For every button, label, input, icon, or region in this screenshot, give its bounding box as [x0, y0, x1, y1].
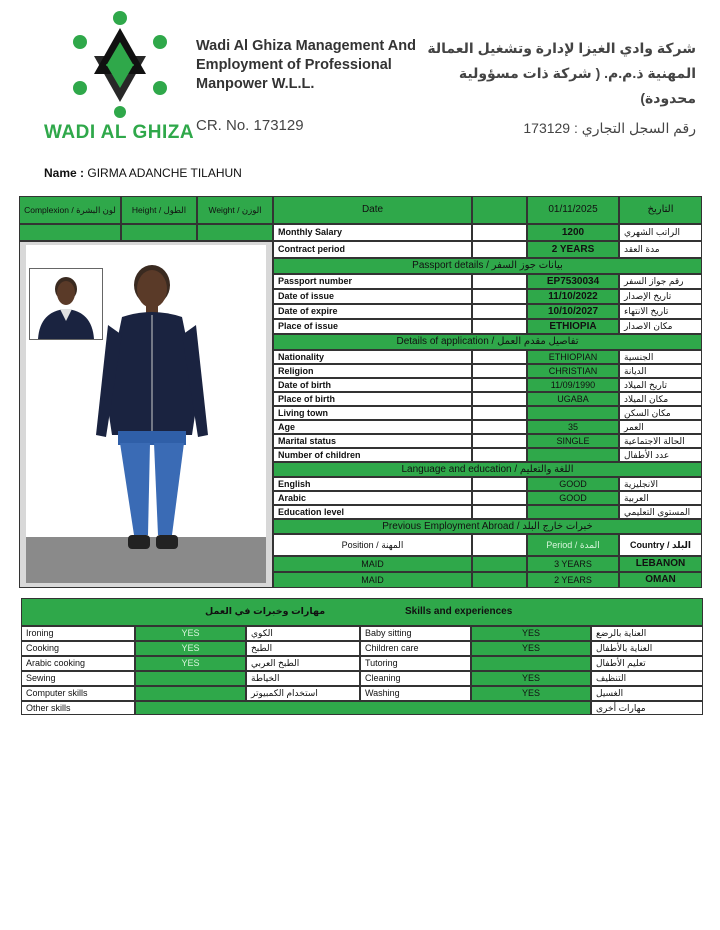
monthly-salary-label-text: Monthly Salary [278, 227, 343, 237]
application-row-3-ar [619, 392, 702, 406]
monthly-salary-ar-text: الراتب الشهري [624, 227, 680, 237]
skill-left-2-ar-text: الطبخ العربي [251, 658, 300, 668]
skill-left-3-ar [246, 671, 360, 686]
employment-row-0-country [619, 556, 702, 572]
application-row-5-label [273, 420, 472, 434]
complexion-header [19, 196, 121, 224]
passport-row-2-value-text: 10/10/2027 [547, 305, 599, 317]
passport-row-0-label [273, 274, 472, 289]
application-row-1-label-text: Religion [278, 365, 314, 376]
application-row-7-spacer [472, 448, 527, 462]
skill-right-3-ar [591, 671, 703, 686]
employment-country-col-text: Country / البلد [629, 539, 691, 550]
passport-row-0-ar [619, 274, 702, 289]
application-row-3-spacer [472, 392, 527, 406]
height-value-cell [121, 224, 197, 241]
skills-header [21, 598, 703, 626]
application-row-2-spacer [472, 378, 527, 392]
language-row-2-label-text: Education level [278, 506, 345, 517]
skill-left-4-label [21, 686, 135, 701]
company-name-en-line2: Employment of Professional [196, 57, 392, 73]
contract-period-ar-text: مدة العقد [624, 244, 660, 254]
application-row-4-spacer [472, 406, 527, 420]
employment-row-1-period [527, 572, 619, 588]
language-row-0-label-text: English [278, 478, 311, 489]
other-skills-value [135, 701, 591, 715]
skill-left-3-label [21, 671, 135, 686]
skill-right-2-label [360, 656, 471, 671]
passport-row-0-label-text: Passport number [278, 276, 353, 286]
application-row-4-label-text: Living town [278, 407, 328, 418]
passport-row-1-ar-text: تاريخ الإصدار [624, 291, 672, 301]
application-row-4-ar-text: مكان السكن [624, 407, 671, 418]
skill-right-3-label [360, 671, 471, 686]
application-row-6-label [273, 434, 472, 448]
employment-row-1-spacer [472, 572, 527, 588]
application-row-5-label-text: Age [278, 421, 296, 432]
language-row-1-value [527, 491, 619, 505]
cr-number-ar: رقم السجل التجاري : 173129 [523, 120, 696, 136]
passport-row-0-ar-text: رقم جواز السفر [624, 276, 684, 286]
applicant-name [44, 166, 242, 180]
skill-left-1-ar-text: الطبخ [251, 643, 273, 653]
application-row-6-value-text: SINGLE [556, 435, 590, 446]
company-name-ar [427, 36, 696, 111]
passport-row-1-label-text: Date of issue [278, 291, 335, 301]
application-row-0-label [273, 350, 472, 364]
application-row-7-value [527, 448, 619, 462]
skill-right-1-ar [591, 641, 703, 656]
language-education-header-text: Language and education / اللغة والتعليم [401, 463, 574, 475]
language-row-2-ar-text: المستوى التعليمي [624, 506, 691, 517]
application-row-5-ar [619, 420, 702, 434]
date-label: Date [361, 204, 384, 215]
application-row-0-value-text: ETHIOPIAN [548, 351, 598, 362]
passport-details-header [273, 258, 702, 274]
skill-right-0-ar [591, 626, 703, 641]
skill-right-1-label [360, 641, 471, 656]
passport-row-1-spacer [472, 289, 527, 304]
employment-row-0-period [527, 556, 619, 572]
skill-left-3-ar-text: الخياطة [251, 673, 280, 683]
monthly-salary-label [273, 224, 472, 241]
skills-header-ar: مهارات وخبرات في العمل [205, 606, 326, 617]
application-row-2-label [273, 378, 472, 392]
employment-period-col [527, 534, 619, 556]
weight-header [197, 196, 273, 224]
contract-period-label [273, 241, 472, 258]
skills-header-en: Skills and experiences [405, 606, 513, 617]
skill-right-0-ar-text: العناية بالرضع [596, 628, 647, 638]
skill-left-1-ar [246, 641, 360, 656]
passport-row-0-value-text: EP7530034 [546, 275, 600, 287]
passport-row-2-label [273, 304, 472, 319]
date-ar: التاريخ [647, 204, 674, 215]
skill-left-0-ar [246, 626, 360, 641]
employment-country-col [619, 534, 702, 556]
skill-right-1-value-text: YES [521, 643, 540, 653]
skill-left-1-label [21, 641, 135, 656]
date-spacer-cell [472, 196, 527, 224]
photo-panel [19, 241, 273, 588]
other-skills-ar [591, 701, 703, 715]
employment-row-0-position [273, 556, 472, 572]
skill-right-4-ar [591, 686, 703, 701]
skill-left-4-value [135, 686, 246, 701]
skill-right-0-value-text: YES [521, 628, 540, 638]
passport-row-2-ar [619, 304, 702, 319]
skill-right-0-label-text: Baby sitting [365, 628, 412, 638]
application-row-0-ar [619, 350, 702, 364]
application-details-header [273, 334, 702, 350]
language-row-2-label [273, 505, 472, 519]
passport-row-3-value [527, 319, 619, 334]
application-row-1-ar-text: الديانة [624, 365, 647, 376]
company-name-en-line1: Wadi Al Ghiza Management And [196, 38, 416, 54]
skill-right-3-label-text: Cleaning [365, 673, 401, 683]
application-row-5-ar-text: العمر [624, 421, 644, 432]
language-row-0-label [273, 477, 472, 491]
language-row-1-ar-text: العربية [624, 492, 649, 503]
company-name-ar-line3: محدودة) [640, 90, 696, 106]
skill-left-0-label-text: Ironing [26, 628, 54, 638]
application-row-6-ar-text: الحالة الاجتماعية [624, 435, 685, 446]
application-row-0-spacer [472, 350, 527, 364]
application-row-0-value [527, 350, 619, 364]
weight-value-cell [197, 224, 273, 241]
language-row-1-value-text: GOOD [559, 492, 587, 503]
company-name-en-line3: Manpower W.L.L. [196, 76, 315, 92]
passport-row-3-spacer [472, 319, 527, 334]
skill-left-0-ar-text: الكوي [251, 628, 273, 638]
application-row-3-ar-text: مكان الميلاد [624, 393, 669, 404]
previous-employment-header [273, 519, 702, 534]
logo-text: WADI AL GHIZA [44, 122, 195, 143]
passport-details-header-text: Passport details / بيانات جوز السفر [412, 260, 563, 271]
company-logo [60, 8, 180, 118]
language-row-2-value [527, 505, 619, 519]
complexion-value-cell [19, 224, 121, 241]
person-portrait-icon [30, 269, 102, 339]
application-row-3-label [273, 392, 472, 406]
language-row-0-ar [619, 477, 702, 491]
company-name-ar-line1: شركة وادي الغيزا لإدارة وتشغيل العمالة [427, 40, 696, 56]
application-row-4-ar [619, 406, 702, 420]
skill-left-2-ar [246, 656, 360, 671]
skill-right-4-value-text: YES [521, 688, 540, 698]
application-row-3-label-text: Place of birth [278, 393, 336, 404]
passport-row-0-spacer [472, 274, 527, 289]
contract-period-value [527, 241, 619, 258]
skill-right-1-value [471, 641, 591, 656]
application-row-2-ar-text: تاريخ الميلاد [624, 379, 667, 390]
skill-left-4-label-text: Computer skills [26, 688, 88, 698]
language-row-1-spacer [472, 491, 527, 505]
employment-row-0-period-text: 3 YEARS [554, 558, 592, 569]
employment-row-0-country-text: LEBANON [635, 558, 686, 569]
skill-right-2-label-text: Tutoring [365, 658, 398, 668]
language-row-1-label [273, 491, 472, 505]
monthly-salary-spacer [472, 224, 527, 241]
language-row-1-label-text: Arabic [278, 492, 307, 503]
skill-left-1-value [135, 641, 246, 656]
skill-left-0-label [21, 626, 135, 641]
application-row-3-value [527, 392, 619, 406]
passport-row-1-label [273, 289, 472, 304]
applicant-passport-photo [29, 268, 103, 340]
contract-period-spacer [472, 241, 527, 258]
skill-right-3-value [471, 671, 591, 686]
application-row-1-spacer [472, 364, 527, 378]
company-name-ar-line2: المهنية ذ.م.م. ( شركة ذات مسؤولية [458, 65, 696, 81]
language-row-0-ar-text: الانجليزية [624, 478, 658, 489]
monthly-salary-value [527, 224, 619, 241]
passport-row-3-ar [619, 319, 702, 334]
application-row-6-label-text: Marital status [278, 435, 337, 446]
application-row-0-label-text: Nationality [278, 351, 325, 362]
star-of-david-logo-icon [60, 8, 180, 118]
language-row-0-spacer [472, 477, 527, 491]
application-row-4-label [273, 406, 472, 420]
skill-right-1-ar-text: العناية بالأطفال [596, 643, 653, 653]
employment-row-1-country-text: OMAN [645, 574, 676, 585]
application-row-3-value-text: UGABA [557, 393, 589, 404]
employment-period-col-text: Period / المدة [546, 539, 600, 550]
application-row-7-label-text: Number of children [278, 449, 361, 460]
passport-row-2-spacer [472, 304, 527, 319]
skill-right-0-label [360, 626, 471, 641]
skill-left-2-label [21, 656, 135, 671]
contract-period-ar [619, 241, 702, 258]
application-row-1-ar [619, 364, 702, 378]
skill-right-2-ar [591, 656, 703, 671]
skill-left-1-label-text: Cooking [26, 643, 60, 653]
passport-row-2-label-text: Date of expire [278, 306, 338, 316]
application-row-7-ar [619, 448, 702, 462]
language-row-0-value [527, 477, 619, 491]
passport-row-3-label [273, 319, 472, 334]
date-value: 01/11/2025 [548, 204, 598, 215]
company-name-en [196, 37, 416, 94]
application-row-6-ar [619, 434, 702, 448]
application-row-2-value [527, 378, 619, 392]
employment-position-col-text: Position / المهنة [341, 539, 404, 550]
skill-left-4-ar-text: استخدام الكمبيوتر [251, 688, 318, 698]
skill-left-3-label-text: Sewing [26, 673, 56, 683]
passport-row-2-value [527, 304, 619, 319]
language-row-0-value-text: GOOD [559, 478, 587, 489]
skill-left-3-value [135, 671, 246, 686]
application-row-1-label [273, 364, 472, 378]
passport-row-3-value-text: ETHIOPIA [549, 320, 597, 332]
application-row-1-value-text: CHRISTIAN [548, 365, 598, 376]
skill-left-0-value [135, 626, 246, 641]
passport-row-0-value [527, 274, 619, 289]
cr-number-en: CR. No. 173129 [196, 117, 304, 134]
name-value: GIRMA ADANCHE TILAHUN [87, 166, 242, 180]
application-row-7-label [273, 448, 472, 462]
application-row-6-spacer [472, 434, 527, 448]
employment-row-1-period-text: 2 YEARS [554, 574, 592, 585]
height-header [121, 196, 197, 224]
skill-right-4-label-text: Washing [365, 688, 400, 698]
skill-left-2-label-text: Arabic cooking [26, 658, 86, 668]
language-education-header [273, 462, 702, 477]
skill-right-2-ar-text: تعليم الأطفال [596, 658, 646, 668]
monthly-salary-ar [619, 224, 702, 241]
application-details-header-text: Details of application / تفاصيل مقدم العمل [396, 336, 579, 347]
skill-left-0-value-text: YES [181, 628, 200, 638]
application-row-4-value [527, 406, 619, 420]
skill-left-2-value [135, 656, 246, 671]
language-row-2-spacer [472, 505, 527, 519]
passport-row-3-label-text: Place of issue [278, 321, 339, 331]
application-row-1-value [527, 364, 619, 378]
contract-period-value-text: 2 YEARS [551, 243, 595, 255]
application-row-5-spacer [472, 420, 527, 434]
skill-right-1-label-text: Children care [365, 643, 419, 653]
date-ar-cell [619, 196, 702, 224]
application-row-5-value [527, 420, 619, 434]
other-skills-ar-text: مهارات أخرى [596, 702, 646, 713]
other-skills-label [21, 701, 135, 715]
passport-row-1-ar [619, 289, 702, 304]
application-row-5-value-text: 35 [567, 421, 578, 432]
passport-row-1-value [527, 289, 619, 304]
other-skills-label-text: Other skills [26, 702, 71, 713]
skill-right-4-label [360, 686, 471, 701]
passport-row-1-value-text: 11/10/2022 [548, 290, 598, 302]
employment-row-0-spacer [472, 556, 527, 572]
skill-right-4-value [471, 686, 591, 701]
application-row-2-value-text: 11/09/1990 [550, 379, 596, 390]
employment-row-1-position-text: MAID [361, 574, 384, 585]
application-row-7-ar-text: عدد الأطفال [624, 449, 670, 460]
date-label-cell [273, 196, 472, 224]
passport-row-3-ar-text: مكان الاصدار [624, 321, 673, 331]
skill-left-4-ar [246, 686, 360, 701]
employment-row-1-country [619, 572, 702, 588]
date-value-cell [527, 196, 619, 224]
skill-right-2-value [471, 656, 591, 671]
weight-label: Weight / الوزن [208, 204, 262, 215]
employment-row-0-position-text: MAID [361, 558, 384, 569]
application-row-6-value [527, 434, 619, 448]
name-label: Name : [44, 166, 85, 180]
skill-left-1-value-text: YES [181, 643, 200, 653]
application-row-0-ar-text: الجنسية [624, 351, 654, 362]
employment-position-col [273, 534, 472, 556]
skill-right-3-value-text: YES [521, 673, 540, 683]
application-row-2-label-text: Date of birth [278, 379, 331, 390]
skill-left-2-value-text: YES [181, 658, 200, 668]
monthly-salary-value-text: 1200 [561, 226, 585, 238]
application-row-2-ar [619, 378, 702, 392]
previous-employment-header-text: Previous Employment Abroad / خبرات خارج البلد [382, 520, 593, 532]
passport-row-2-ar-text: تاريخ الانتهاء [624, 306, 669, 316]
contract-period-label-text: Contract period [278, 244, 346, 254]
skill-right-0-value [471, 626, 591, 641]
language-row-1-ar [619, 491, 702, 505]
employment-spacer-col [472, 534, 527, 556]
skill-right-3-ar-text: التنظيف [596, 673, 627, 683]
complexion-label: Complexion / لون البشرة [24, 204, 116, 215]
height-label: Height / الطول [131, 204, 187, 215]
skill-right-4-ar-text: الغسيل [596, 688, 624, 698]
employment-row-1-position [273, 572, 472, 588]
language-row-2-ar [619, 505, 702, 519]
